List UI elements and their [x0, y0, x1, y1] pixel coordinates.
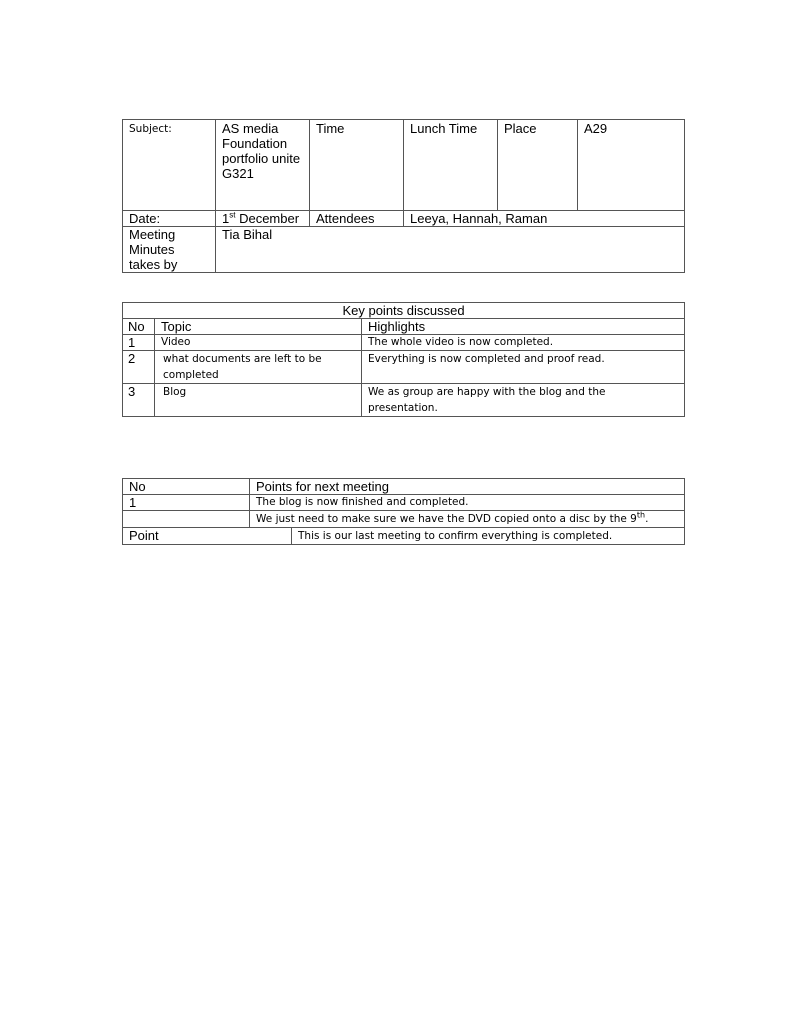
- next-row-point: [250, 511, 685, 528]
- header-highlights: Highlights: [362, 319, 685, 335]
- time-label: Time: [310, 120, 404, 211]
- table-row: [123, 335, 685, 351]
- row-topic: what documents are left to be completed: [155, 351, 362, 384]
- meeting-details-table: [122, 119, 685, 273]
- row-topic: Video: [155, 335, 362, 351]
- time-value: Lunch Time: [404, 120, 498, 211]
- subject-label: Subject:: [123, 120, 216, 211]
- next-header-points: Points for next meeting: [250, 479, 685, 495]
- row-highlight: We as group are happy with the blog and the presentation.: [362, 384, 685, 417]
- row-no: 1: [123, 335, 155, 351]
- row-no: 3: [123, 384, 155, 417]
- header-topic: Topic: [155, 319, 362, 335]
- attendees-value: Leeya, Hannah, Raman: [404, 211, 685, 227]
- next-row-point-sup: th: [636, 510, 646, 520]
- next-header-no: No: [123, 479, 250, 495]
- date-day: 1: [222, 211, 230, 226]
- next-row-no: 1: [123, 495, 250, 511]
- table-row: [123, 351, 685, 384]
- table-row: [123, 495, 685, 511]
- header-no: No: [123, 319, 155, 335]
- table-row: [123, 384, 685, 417]
- date-value: [216, 211, 310, 227]
- next-row-point: The blog is now finished and completed.: [250, 495, 685, 511]
- next-row-point-end: .: [645, 513, 649, 525]
- next-row-point-text: We just need to make sure we have the DVD copied onto a disc by the 9: [256, 513, 637, 525]
- date-label: Date:: [123, 211, 216, 227]
- next-meeting-table: [122, 478, 685, 545]
- next-row-no-empty: [123, 511, 250, 528]
- attendees-label: Attendees: [310, 211, 404, 227]
- row-topic: Blog: [155, 384, 362, 417]
- table-row: [123, 511, 685, 528]
- date-suffix: st: [229, 210, 236, 220]
- key-points-table: [122, 302, 685, 417]
- point-label: Point: [123, 528, 292, 545]
- row-highlight: Everything is now completed and proof read.: [362, 351, 685, 384]
- date-month: December: [235, 211, 300, 226]
- minutes-label: Meeting Minutes takes by: [123, 227, 216, 273]
- row-no: 2: [123, 351, 155, 384]
- place-value: A29: [578, 120, 685, 211]
- table-row: [123, 528, 685, 545]
- point-value: This is our last meeting to confirm everything is completed.: [292, 528, 685, 545]
- minutes-value: Tia Bihal: [216, 227, 685, 273]
- key-points-title: Key points discussed: [123, 303, 685, 319]
- row-highlight: The whole video is now completed.: [362, 335, 685, 351]
- place-label: Place: [498, 120, 578, 211]
- subject-value: AS media Foundation portfolio unite G321: [216, 120, 310, 211]
